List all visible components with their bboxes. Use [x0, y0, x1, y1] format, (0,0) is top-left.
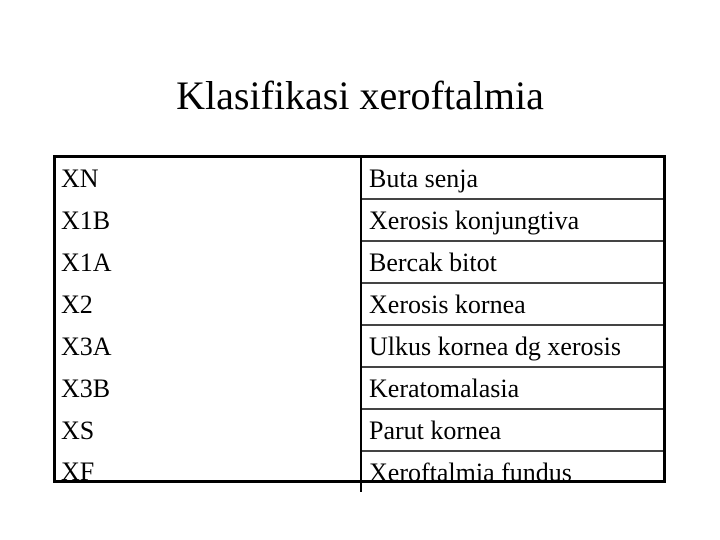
description-cell: Bercak bitot: [361, 241, 663, 283]
code-cell: X1A: [61, 247, 112, 277]
description-cell: Ulkus kornea dg xerosis: [361, 325, 663, 367]
code-cell: XF: [61, 457, 95, 486]
description-cell: Buta senja: [361, 158, 663, 199]
table-row: [56, 283, 663, 325]
code-cell: X3B: [61, 373, 111, 403]
table-row: [56, 325, 663, 367]
classification-table: [53, 155, 666, 487]
code-cell: X2: [61, 289, 93, 319]
table-row: [56, 367, 663, 409]
description-cell: Xerosis konjungtiva: [361, 199, 663, 241]
table-row: [56, 451, 663, 492]
description-cell: Parut kornea: [361, 409, 663, 451]
description-cell: Xerosis kornea: [361, 283, 663, 325]
description-cell: Keratomalasia: [361, 367, 663, 409]
code-cell: XN: [61, 164, 99, 193]
slide-title: Klasifikasi xeroftalmia: [176, 73, 544, 118]
table-row: [56, 241, 663, 283]
code-cell: XS: [61, 415, 95, 445]
table-row: [56, 409, 663, 451]
table-row: [56, 199, 663, 241]
table-row: [56, 158, 663, 199]
description-cell: Xeroftalmia fundus: [361, 451, 663, 492]
code-cell: X1B: [61, 205, 111, 235]
classification-grid: [56, 158, 663, 492]
code-cell: X3A: [61, 331, 112, 361]
